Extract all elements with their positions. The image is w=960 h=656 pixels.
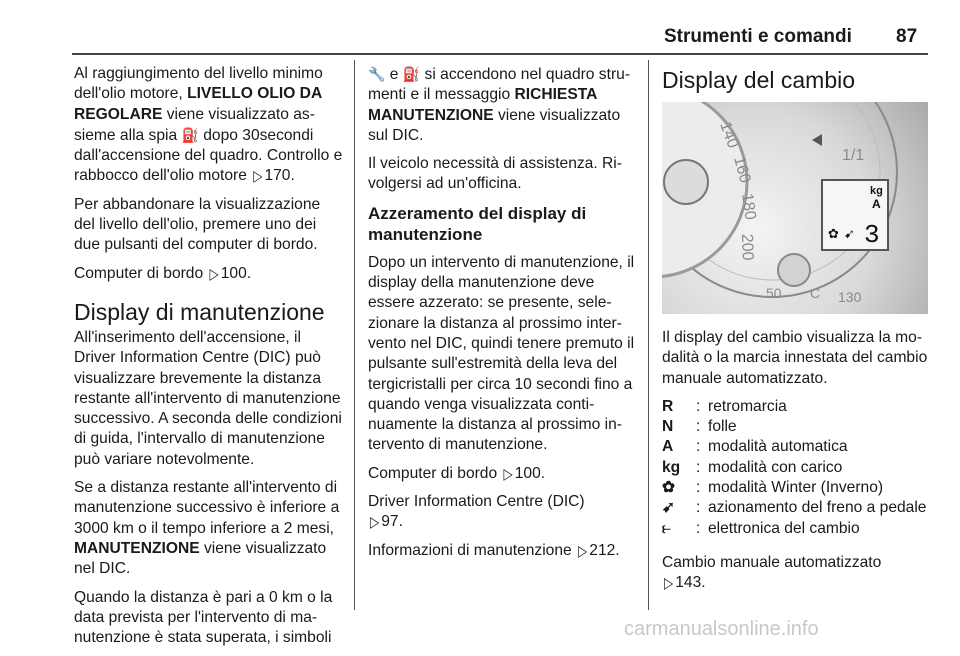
service-message: MANUTENZIONE [74,539,200,557]
text: Se a distanza restante all'intervento di manutenzione successivo è inferiore a 3000 km o il tempo inferiore a 2 mesi, [74,479,340,537]
legend-text: folle [708,418,737,436]
legend-symbol: R [662,397,674,415]
column-1 [74,64,344,656]
page-ref-arrow-icon: ▷ [253,167,263,186]
paragraph-dic: All'inserimento dell'accensione, il Driver Information Centre (DIC) può visualizzare brevemente la distanza restante all'intervento di manutenzione successivo. A seconda delle condizioni di guida, l'intervallo di manutenzione può variare notevolmente. [74,328,342,468]
fuel-label: 1/1 [842,147,865,164]
display-gear: 3 [864,220,880,250]
legend-colon: : [696,479,701,497]
legend-colon: : [696,397,701,415]
paragraph-threshold [74,478,344,579]
legend-row [662,458,932,478]
gauge-tick-label: 140 [716,119,742,151]
text: viene visualizzato assieme alla spia [74,105,315,144]
page-ref[interactable]: 100. [514,464,546,482]
wrench-icon: 🔧 [368,66,386,82]
legend-row [662,519,932,539]
legend-colon: : [696,519,701,537]
paragraph-oil-level [74,64,344,187]
brake-pedal-icon: ➹ [662,499,676,517]
page-ref[interactable]: 97. [381,513,403,531]
legend-text: elettronica del cambio [708,519,860,537]
paragraph-ref [368,492,636,533]
display-mode: A [872,197,881,211]
legend-row [662,498,932,518]
gauge-tick-label: 180 [738,192,759,221]
legend-row [662,417,932,437]
lower-gauge-label: 130 [838,289,862,305]
page-ref[interactable]: 170. [264,167,295,185]
section-heading: Display del cambio [662,67,856,93]
column-3 [662,64,932,602]
text: Informazioni di manutenzione [368,541,577,559]
text: Driver Information Centre (DIC) [368,493,585,511]
paragraph-ref [368,541,636,561]
brake-pedal-icon: ➹ [844,227,855,242]
winter-icon: ✿ [662,479,676,497]
legend-colon: : [696,418,701,436]
paragraph-reset: Dopo un intervento di manutenzione, il display della manutenzione deve essere azzerato: se presente, selezionare la distanza al prossimo intervento nel DIC, quindi tenere premuto il pulsante sull'estremità della leva del tergicristalli per circa 10 secondi fino a quando venga visualizzata continuamente la distanza al prossimo intervento di manutenzione. [368,253,635,454]
oil-can-icon: ⛽ [181,126,199,143]
column-2 [368,64,636,569]
watermark: carmanualsonline.info [624,618,819,640]
column-divider-1 [354,60,355,610]
page-ref-arrow-icon: ▷ [370,513,380,532]
text: viene visualizzato sul DIC. [368,106,621,144]
text: Computer di bordo [74,264,208,282]
legend-symbol: kg [662,458,681,476]
winter-mode-icon: ✿ [828,227,839,242]
legend-row [662,437,932,457]
paragraph-assistance: Il veicolo necessità di assistenza. Rivolgersi ad un'officina. [368,155,622,193]
gearbox-electronics-icon: ⥼ [662,519,671,537]
column-divider-2 [648,60,649,610]
oil-can-icon: ⛽ [402,66,421,82]
text: Computer di bordo [368,464,502,482]
legend-colon: : [696,458,701,476]
oil-message: LIVELLO OLIO DA REGOLARE [74,85,322,123]
legend-row [662,397,932,417]
page-ref[interactable]: 212. [589,541,620,559]
legend-text: retromarcia [708,397,787,415]
page-ref-arrow-icon: ▷ [578,541,588,560]
legend-row [662,478,932,498]
legend-symbol: A [662,438,674,456]
paragraph-overdue: Quando la distanza è pari a 0 km o la data prevista per l'intervento di manutenzione è stata superata, i simboli [74,588,333,647]
paragraph-symbols [368,64,636,146]
page-ref[interactable]: 100. [220,264,252,282]
display-kg: kg [870,185,883,197]
text: e [385,66,403,83]
subsection-heading: Azzeramento del display di manutenzione [368,203,587,244]
page-number: 87 [896,26,918,47]
instrument-cluster-figure [662,102,928,314]
lower-gauge-label: 50 [766,285,782,301]
paragraph-ref [368,464,636,484]
paragraph-ref [74,264,344,284]
lower-gauge-label: C [810,285,821,301]
header-title: Strumenti e comandi [664,26,852,47]
paragraph-exit: Per abbandonare la visualizzazione del livello dell'olio, premere uno dei due pulsanti del computer di bordo. [74,195,321,254]
section-heading: Display di manutenzione [74,298,325,325]
service-request-message: RICHIESTA MANUTENZIONE [368,86,597,124]
paragraph-intro: Il display del cambio visualizza la modalità o la marcia innestata del cambio manuale automatizzato. [662,329,928,387]
gear-legend [662,397,932,539]
legend-text: modalità con carico [708,458,843,476]
text: Al raggiungimento del livello minimo dell'olio motore, [74,65,323,103]
gauge-tick-label: 200 [738,233,756,261]
legend-symbol: N [662,418,674,436]
legend-text: modalità Winter (Inverno) [708,479,884,497]
text: viene visualizzato nel DIC. [74,539,327,578]
page-ref-arrow-icon: ▷ [664,574,674,593]
page-ref[interactable]: 143. [675,574,706,592]
text: Cambio manuale automatizzato [662,553,882,571]
text: si accendono nel quadro strumenti e il messaggio [368,66,631,104]
page-ref-arrow-icon: ▷ [503,464,513,483]
text: dopo 30secondi dall'accensione del quadro. Controllo e rabbocco dell'olio motore [74,126,343,185]
page-ref-arrow-icon: ▷ [209,264,219,283]
legend-text: azionamento del freno a pedale [708,499,927,517]
legend-text: modalità automatica [708,438,848,456]
header-rule [72,53,928,55]
paragraph-ref [662,553,932,594]
legend-colon: : [696,438,701,456]
legend-colon: : [696,499,701,517]
gauge-tick-label: 160 [730,154,754,185]
